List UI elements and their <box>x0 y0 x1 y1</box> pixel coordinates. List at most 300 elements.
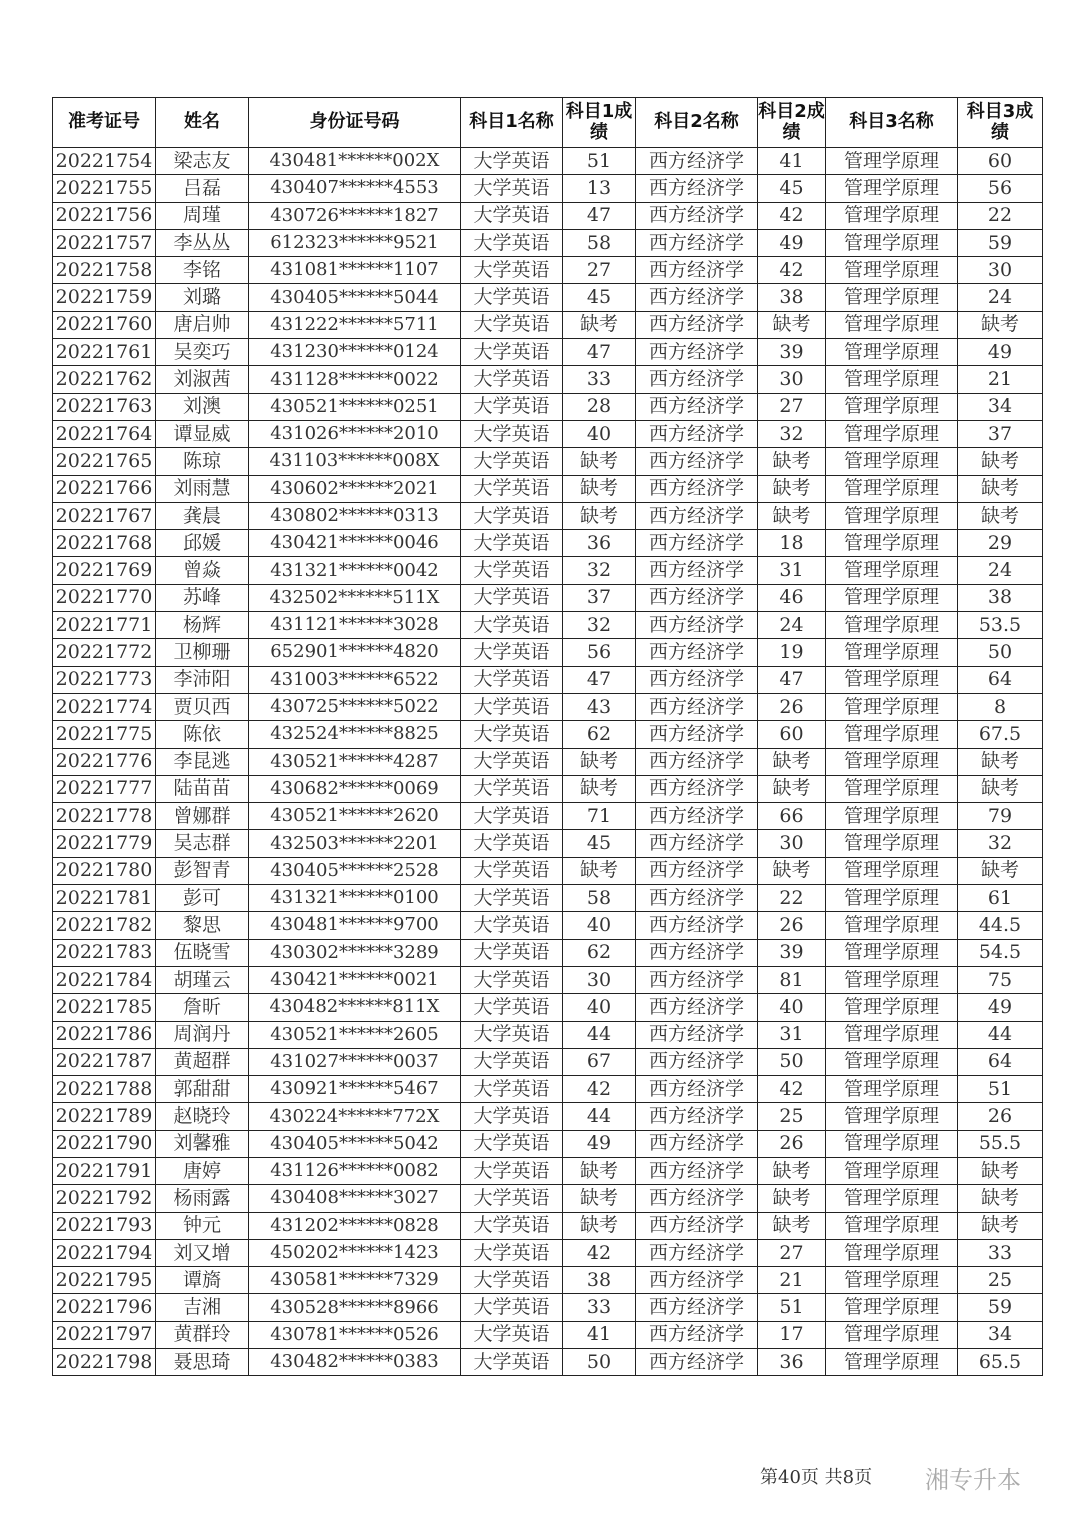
table-cell: 大学英语 <box>461 284 563 311</box>
table-cell: 45 <box>758 175 826 202</box>
table-cell: 20221762 <box>53 366 156 393</box>
table-cell: 30 <box>758 830 826 857</box>
table-row <box>53 885 1043 912</box>
table-cell: 缺考 <box>958 775 1043 802</box>
table-cell: 西方经济学 <box>636 311 758 338</box>
table-cell: 8 <box>958 693 1043 720</box>
table-cell: 51 <box>563 148 636 175</box>
table-cell: 49 <box>758 229 826 256</box>
table-cell: 黎思 <box>156 912 249 939</box>
table-cell: 管理学原理 <box>826 257 958 284</box>
table-cell: 20221796 <box>53 1294 156 1321</box>
table-row <box>53 1294 1043 1321</box>
table-cell: 24 <box>958 557 1043 584</box>
table-cell: 20221791 <box>53 1157 156 1184</box>
page-footer: 第40页 共8页 <box>760 1467 873 1488</box>
table-cell: 612323******9521 <box>249 229 461 256</box>
table-cell: 430482******811X <box>249 994 461 1021</box>
table-cell: 51 <box>958 1076 1043 1103</box>
table-cell: 20221779 <box>53 830 156 857</box>
table-cell: 大学英语 <box>461 1349 563 1376</box>
table-cell: 管理学原理 <box>826 1294 958 1321</box>
table-cell: 22 <box>758 885 826 912</box>
table-cell: 39 <box>758 939 826 966</box>
table-cell: 38 <box>958 584 1043 611</box>
column-header: 科目2成绩 <box>758 98 826 148</box>
table-cell: 黄超群 <box>156 1048 249 1075</box>
table-row <box>53 448 1043 475</box>
table-cell: 430407******4553 <box>249 175 461 202</box>
table-cell: 431103******008X <box>249 448 461 475</box>
table-cell: 79 <box>958 803 1043 830</box>
table-cell: 25 <box>958 1267 1043 1294</box>
table-cell: 大学英语 <box>461 885 563 912</box>
table-cell: 20221771 <box>53 612 156 639</box>
table-cell: 47 <box>563 666 636 693</box>
table-cell: 缺考 <box>563 475 636 502</box>
table-cell: 钟元 <box>156 1212 249 1239</box>
table-cell: 81 <box>758 966 826 993</box>
table-cell: 刘璐 <box>156 284 249 311</box>
table-cell: 53.5 <box>958 612 1043 639</box>
table-cell: 39 <box>758 339 826 366</box>
table-cell: 33 <box>563 1294 636 1321</box>
table-cell: 管理学原理 <box>826 393 958 420</box>
table-row <box>53 748 1043 775</box>
table-cell: 20221765 <box>53 448 156 475</box>
table-cell: 20221769 <box>53 557 156 584</box>
table-cell: 卫柳珊 <box>156 639 249 666</box>
table-cell: 32 <box>563 612 636 639</box>
table-cell: 27 <box>758 1239 826 1266</box>
table-cell: 管理学原理 <box>826 857 958 884</box>
table-cell: 缺考 <box>563 775 636 802</box>
table-cell: 20221784 <box>53 966 156 993</box>
table-cell: 管理学原理 <box>826 366 958 393</box>
table-cell: 56 <box>563 639 636 666</box>
table-cell: 陈琼 <box>156 448 249 475</box>
table-cell: 大学英语 <box>461 257 563 284</box>
table-cell: 大学英语 <box>461 311 563 338</box>
table-row <box>53 803 1043 830</box>
table-cell: 33 <box>958 1239 1043 1266</box>
table-cell: 西方经济学 <box>636 748 758 775</box>
table-row <box>53 202 1043 229</box>
table-cell: 20221794 <box>53 1239 156 1266</box>
table-cell: 58 <box>563 229 636 256</box>
table-cell: 28 <box>563 393 636 420</box>
table-cell: 13 <box>563 175 636 202</box>
table-cell: 管理学原理 <box>826 1349 958 1376</box>
table-cell: 大学英语 <box>461 557 563 584</box>
table-cell: 58 <box>563 885 636 912</box>
table-cell: 20221792 <box>53 1185 156 1212</box>
table-cell: 刘馨雅 <box>156 1130 249 1157</box>
table-cell: 西方经济学 <box>636 1021 758 1048</box>
table-cell: 管理学原理 <box>826 1076 958 1103</box>
table-cell: 缺考 <box>958 748 1043 775</box>
table-cell: 大学英语 <box>461 1321 563 1348</box>
table-cell: 管理学原理 <box>826 639 958 666</box>
table-row <box>53 420 1043 447</box>
table-cell: 20221783 <box>53 939 156 966</box>
table-cell: 大学英语 <box>461 1239 563 1266</box>
table-cell: 51 <box>758 1294 826 1321</box>
table-cell: 大学英语 <box>461 693 563 720</box>
table-row <box>53 994 1043 1021</box>
table-cell: 大学英语 <box>461 1212 563 1239</box>
table-cell: 430602******2021 <box>249 475 461 502</box>
table-row <box>53 148 1043 175</box>
table-cell: 27 <box>563 257 636 284</box>
table-cell: 18 <box>758 530 826 557</box>
table-cell: 管理学原理 <box>826 612 958 639</box>
table-cell: 20221761 <box>53 339 156 366</box>
table-cell: 大学英语 <box>461 966 563 993</box>
table-cell: 西方经济学 <box>636 1048 758 1075</box>
table-cell: 管理学原理 <box>826 830 958 857</box>
table-cell: 大学英语 <box>461 912 563 939</box>
table-cell: 管理学原理 <box>826 202 958 229</box>
table-cell: 西方经济学 <box>636 1239 758 1266</box>
table-cell: 40 <box>563 420 636 447</box>
table-cell: 21 <box>958 366 1043 393</box>
table-cell: 431026******2010 <box>249 420 461 447</box>
table-cell: 唐婷 <box>156 1157 249 1184</box>
table-cell: 缺考 <box>563 311 636 338</box>
table-cell: 缺考 <box>563 448 636 475</box>
table-cell: 50 <box>758 1048 826 1075</box>
table-cell: 彭智青 <box>156 857 249 884</box>
table-cell: 47 <box>563 202 636 229</box>
table-cell: 谭旖 <box>156 1267 249 1294</box>
table-cell: 430421******0046 <box>249 530 461 557</box>
table-cell: 25 <box>758 1103 826 1130</box>
table-cell: 30 <box>563 966 636 993</box>
table-cell: 431081******1107 <box>249 257 461 284</box>
table-cell: 缺考 <box>758 857 826 884</box>
table-cell: 缺考 <box>958 1185 1043 1212</box>
table-cell: 西方经济学 <box>636 693 758 720</box>
table-cell: 20221780 <box>53 857 156 884</box>
table-cell: 430682******0069 <box>249 775 461 802</box>
table-cell: 彭可 <box>156 885 249 912</box>
table-cell: 32 <box>758 420 826 447</box>
table-cell: 17 <box>758 1321 826 1348</box>
table-cell: 大学英语 <box>461 475 563 502</box>
table-row <box>53 857 1043 884</box>
table-cell: 西方经济学 <box>636 1321 758 1348</box>
table-cell: 42 <box>563 1239 636 1266</box>
table-cell: 431027******0037 <box>249 1048 461 1075</box>
table-cell: 大学英语 <box>461 339 563 366</box>
table-cell: 431321******0100 <box>249 885 461 912</box>
table-cell: 西方经济学 <box>636 229 758 256</box>
table-cell: 20221776 <box>53 748 156 775</box>
table-cell: 431321******0042 <box>249 557 461 584</box>
table-cell: 44 <box>958 1021 1043 1048</box>
table-cell: 大学英语 <box>461 1185 563 1212</box>
table-cell: 20221760 <box>53 311 156 338</box>
table-cell: 42 <box>563 1076 636 1103</box>
table-cell: 20221778 <box>53 803 156 830</box>
table-row <box>53 502 1043 529</box>
table-cell: 西方经济学 <box>636 612 758 639</box>
table-cell: 61 <box>958 885 1043 912</box>
table-cell: 缺考 <box>563 1212 636 1239</box>
table-row <box>53 1048 1043 1075</box>
table-cell: 刘澳 <box>156 393 249 420</box>
table-cell: 詹昕 <box>156 994 249 1021</box>
table-cell: 431121******3028 <box>249 612 461 639</box>
table-cell: 62 <box>563 721 636 748</box>
table-cell: 75 <box>958 966 1043 993</box>
table-cell: 陆苗苗 <box>156 775 249 802</box>
table-cell: 大学英语 <box>461 393 563 420</box>
table-cell: 西方经济学 <box>636 994 758 1021</box>
table-cell: 64 <box>958 666 1043 693</box>
table-cell: 55.5 <box>958 1130 1043 1157</box>
table-cell: 缺考 <box>758 448 826 475</box>
table-row <box>53 775 1043 802</box>
table-cell: 缺考 <box>958 475 1043 502</box>
table-row <box>53 1321 1043 1348</box>
table-cell: 56 <box>958 175 1043 202</box>
table-cell: 27 <box>758 393 826 420</box>
table-cell: 管理学原理 <box>826 584 958 611</box>
table-cell: 430802******0313 <box>249 502 461 529</box>
table-cell: 26 <box>958 1103 1043 1130</box>
table-cell: 大学英语 <box>461 775 563 802</box>
table-cell: 西方经济学 <box>636 939 758 966</box>
table-cell: 西方经济学 <box>636 1076 758 1103</box>
table-cell: 430781******0526 <box>249 1321 461 1348</box>
table-cell: 管理学原理 <box>826 1103 958 1130</box>
table-cell: 大学英语 <box>461 994 563 1021</box>
table-cell: 26 <box>758 1130 826 1157</box>
table-cell: 36 <box>758 1349 826 1376</box>
table-row <box>53 557 1043 584</box>
table-cell: 大学英语 <box>461 857 563 884</box>
table-row <box>53 1021 1043 1048</box>
table-row <box>53 939 1043 966</box>
table-row <box>53 175 1043 202</box>
table-cell: 21 <box>758 1267 826 1294</box>
table-cell: 44 <box>563 1103 636 1130</box>
table-row <box>53 1185 1043 1212</box>
column-header: 准考证号 <box>53 98 156 148</box>
table-cell: 缺考 <box>958 448 1043 475</box>
table-cell: 管理学原理 <box>826 1267 958 1294</box>
table-cell: 管理学原理 <box>826 803 958 830</box>
table-row <box>53 1157 1043 1184</box>
table-cell: 李昆逃 <box>156 748 249 775</box>
table-cell: 西方经济学 <box>636 1130 758 1157</box>
table-cell: 37 <box>958 420 1043 447</box>
table-cell: 49 <box>563 1130 636 1157</box>
table-cell: 20221781 <box>53 885 156 912</box>
table-cell: 管理学原理 <box>826 1021 958 1048</box>
table-cell: 49 <box>958 339 1043 366</box>
table-cell: 49 <box>958 994 1043 1021</box>
table-cell: 66 <box>758 803 826 830</box>
table-cell: 大学英语 <box>461 584 563 611</box>
table-cell: 西方经济学 <box>636 912 758 939</box>
table-cell: 缺考 <box>758 1185 826 1212</box>
table-cell: 20221775 <box>53 721 156 748</box>
table-cell: 刘淑茜 <box>156 366 249 393</box>
table-cell: 20221790 <box>53 1130 156 1157</box>
table-cell: 大学英语 <box>461 803 563 830</box>
table-cell: 西方经济学 <box>636 639 758 666</box>
table-cell: 大学英语 <box>461 420 563 447</box>
table-cell: 周瑾 <box>156 202 249 229</box>
table-cell: 30 <box>758 366 826 393</box>
table-cell: 45 <box>563 284 636 311</box>
table-cell: 西方经济学 <box>636 448 758 475</box>
table-cell: 42 <box>758 202 826 229</box>
table-cell: 大学英语 <box>461 1294 563 1321</box>
table-row <box>53 475 1043 502</box>
table-cell: 20221754 <box>53 148 156 175</box>
table-cell: 430725******5022 <box>249 693 461 720</box>
table-cell: 26 <box>758 912 826 939</box>
table-row <box>53 339 1043 366</box>
table-cell: 管理学原理 <box>826 1048 958 1075</box>
table-cell: 李丛丛 <box>156 229 249 256</box>
table-cell: 大学英语 <box>461 666 563 693</box>
table-row <box>53 1076 1043 1103</box>
table-cell: 管理学原理 <box>826 148 958 175</box>
table-cell: 西方经济学 <box>636 584 758 611</box>
table-cell: 管理学原理 <box>826 1130 958 1157</box>
column-header: 姓名 <box>156 98 249 148</box>
table-cell: 36 <box>563 530 636 557</box>
table-cell: 430224******772X <box>249 1103 461 1130</box>
table-cell: 管理学原理 <box>826 448 958 475</box>
table-row <box>53 912 1043 939</box>
table-cell: 缺考 <box>758 775 826 802</box>
table-cell: 大学英语 <box>461 612 563 639</box>
table-cell: 西方经济学 <box>636 1294 758 1321</box>
table-cell: 缺考 <box>958 857 1043 884</box>
table-cell: 大学英语 <box>461 1130 563 1157</box>
table-cell: 谭显威 <box>156 420 249 447</box>
table-cell: 管理学原理 <box>826 939 958 966</box>
table-cell: 管理学原理 <box>826 693 958 720</box>
table-cell: 管理学原理 <box>826 530 958 557</box>
table-cell: 周润丹 <box>156 1021 249 1048</box>
table-cell: 31 <box>758 1021 826 1048</box>
table-row <box>53 366 1043 393</box>
table-cell: 20221774 <box>53 693 156 720</box>
table-cell: 缺考 <box>758 1157 826 1184</box>
table-row <box>53 1267 1043 1294</box>
table-cell: 40 <box>758 994 826 1021</box>
table-cell: 大学英语 <box>461 1267 563 1294</box>
table-cell: 管理学原理 <box>826 1212 958 1239</box>
table-cell: 伍晓雪 <box>156 939 249 966</box>
table-cell: 59 <box>958 229 1043 256</box>
table-row <box>53 229 1043 256</box>
table-cell: 20221773 <box>53 666 156 693</box>
table-cell: 37 <box>563 584 636 611</box>
table-cell: 刘又增 <box>156 1239 249 1266</box>
table-cell: 20221764 <box>53 420 156 447</box>
table-cell: 38 <box>563 1267 636 1294</box>
table-cell: 54.5 <box>958 939 1043 966</box>
table-cell: 管理学原理 <box>826 994 958 1021</box>
watermark: 湘专升本 <box>925 1466 1021 1494</box>
table-cell: 20221788 <box>53 1076 156 1103</box>
table-cell: 59 <box>958 1294 1043 1321</box>
table-cell: 缺考 <box>563 748 636 775</box>
table-cell: 大学英语 <box>461 202 563 229</box>
table-row <box>53 257 1043 284</box>
table-cell: 40 <box>563 912 636 939</box>
table-cell: 西方经济学 <box>636 803 758 830</box>
table-cell: 刘雨慧 <box>156 475 249 502</box>
table-cell: 22 <box>958 202 1043 229</box>
table-cell: 大学英语 <box>461 448 563 475</box>
table-cell: 44.5 <box>958 912 1043 939</box>
table-cell: 李铭 <box>156 257 249 284</box>
table-cell: 34 <box>958 393 1043 420</box>
table-cell: 管理学原理 <box>826 420 958 447</box>
table-cell: 西方经济学 <box>636 1267 758 1294</box>
table-cell: 42 <box>758 1076 826 1103</box>
table-cell: 430481******9700 <box>249 912 461 939</box>
table-cell: 西方经济学 <box>636 502 758 529</box>
table-cell: 管理学原理 <box>826 284 958 311</box>
table-cell: 20221770 <box>53 584 156 611</box>
table-cell: 管理学原理 <box>826 966 958 993</box>
table-cell: 吉湘 <box>156 1294 249 1321</box>
table-cell: 431126******0082 <box>249 1157 461 1184</box>
table-row <box>53 966 1043 993</box>
table-cell: 西方经济学 <box>636 1103 758 1130</box>
table-cell: 缺考 <box>563 857 636 884</box>
table-cell: 20221772 <box>53 639 156 666</box>
table-cell: 430302******3289 <box>249 939 461 966</box>
table-cell: 贾贝西 <box>156 693 249 720</box>
table-cell: 41 <box>758 148 826 175</box>
table-cell: 管理学原理 <box>826 1157 958 1184</box>
table-cell: 41 <box>563 1321 636 1348</box>
table-cell: 西方经济学 <box>636 393 758 420</box>
table-cell: 西方经济学 <box>636 175 758 202</box>
table-cell: 西方经济学 <box>636 202 758 229</box>
table-cell: 24 <box>758 612 826 639</box>
table-cell: 20221759 <box>53 284 156 311</box>
table-cell: 20221793 <box>53 1212 156 1239</box>
table-cell: 西方经济学 <box>636 475 758 502</box>
table-cell: 45 <box>563 830 636 857</box>
table-cell: 71 <box>563 803 636 830</box>
table-cell: 西方经济学 <box>636 966 758 993</box>
table-cell: 67 <box>563 1048 636 1075</box>
table-cell: 缺考 <box>758 748 826 775</box>
table-cell: 43 <box>563 693 636 720</box>
table-cell: 431222******5711 <box>249 311 461 338</box>
table-cell: 大学英语 <box>461 830 563 857</box>
table-cell: 管理学原理 <box>826 502 958 529</box>
table-cell: 杨辉 <box>156 612 249 639</box>
table-cell: 管理学原理 <box>826 721 958 748</box>
table-cell: 26 <box>758 693 826 720</box>
table-row <box>53 1349 1043 1376</box>
table-cell: 西方经济学 <box>636 366 758 393</box>
